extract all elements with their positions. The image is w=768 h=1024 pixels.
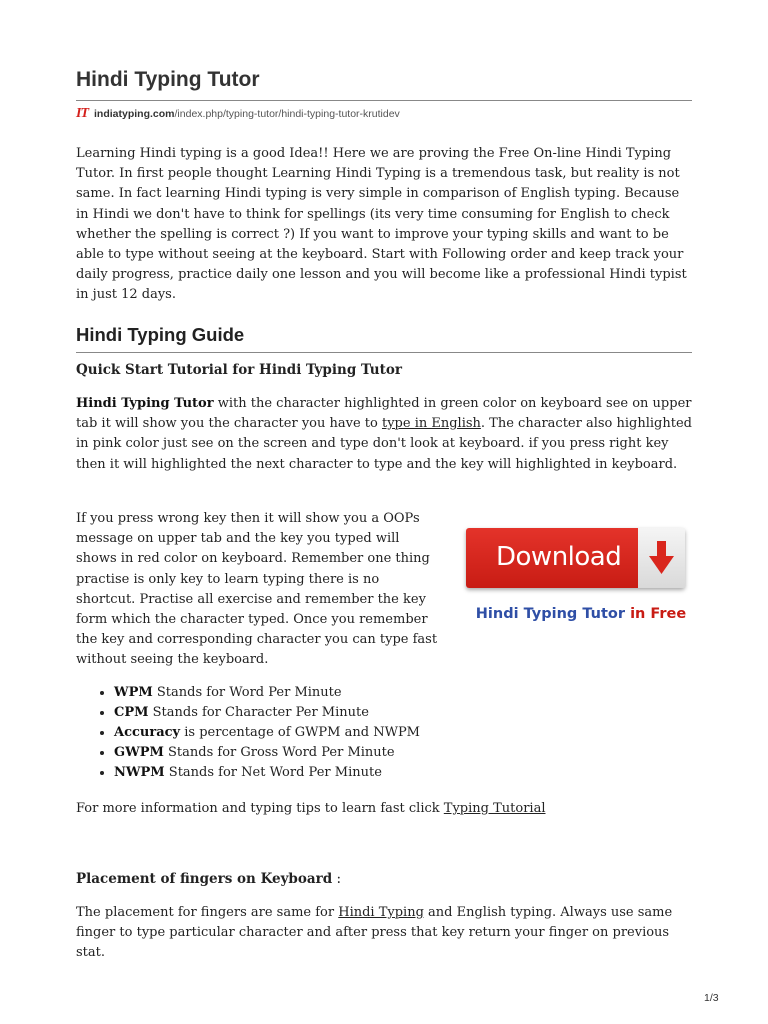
list-item bbox=[114, 683, 420, 703]
source-domain[interactable]: indiatyping.com bbox=[94, 108, 175, 120]
tutor-paragraph bbox=[76, 394, 692, 475]
list-item-text: Stands for Word Per Minute bbox=[152, 685, 342, 700]
guide-heading: Hindi Typing Guide bbox=[76, 324, 245, 345]
intro-paragraph: Learning Hindi typing is a good Idea!! Here we are proving the Free On-line Hindi Typing Tutor. In first people thought Learning Hindi Typing is a tremendous task, but reality is not same. In fact learning Hindi typing is very simple in comparison of English typing. Because in Hindi we don't have to think for spellings (its very time consuming for English to check whether the spelling is correct ?) If you want to improve your typing skills and want to be able to type without seeing at the keyboard. Start with Following order and keep track your daily progress, practice daily one lesson and you will become like a professional Hindi typist in just 12 days. bbox=[76, 146, 687, 303]
download-caption-accent: in Free bbox=[625, 606, 687, 622]
source-url[interactable] bbox=[76, 106, 400, 122]
page-title: Hindi Typing Tutor bbox=[76, 68, 260, 91]
hindi-typing-link[interactable]: Hindi Typing bbox=[338, 905, 424, 920]
tutor-text-1: with the character highlighted in green color on keyboard see on upper tab it will show you the character you have to bbox=[76, 396, 692, 432]
list-item-text: Stands for Net Word Per Minute bbox=[164, 765, 382, 780]
list-item-text: Stands for Gross Word Per Minute bbox=[163, 745, 395, 760]
placement-paragraph bbox=[76, 903, 692, 964]
more-info-paragraph bbox=[76, 799, 692, 819]
tutor-bold-term: Hindi Typing Tutor bbox=[76, 396, 214, 411]
placement-heading-suffix: : bbox=[332, 871, 342, 887]
tutor-text-2: . The character also highlighted in pink color just see on the screen and type don't look at keyboard. if you press right key then it will highlighted the next character to type and the key will highlighted in keyboard. bbox=[76, 416, 692, 472]
list-item-text: Stands for Character Per Minute bbox=[148, 705, 369, 720]
site-logo-icon: IT bbox=[76, 106, 88, 121]
list-item-term: Accuracy bbox=[114, 725, 181, 740]
list-item bbox=[114, 763, 420, 783]
page-number: 1/3 bbox=[704, 992, 719, 1004]
download-button[interactable] bbox=[466, 528, 685, 588]
download-button-label: Download bbox=[496, 542, 622, 572]
list-item-term: NWPM bbox=[114, 765, 165, 780]
placement-text-2: and English typing. Always use same finger to type particular character and after press that key return your finger on previous stat. bbox=[76, 905, 673, 961]
quick-start-heading: Quick Start Tutorial for Hindi Typing Tutor bbox=[76, 362, 402, 378]
placement-heading bbox=[76, 869, 341, 889]
download-caption-main: Hindi Typing Tutor bbox=[475, 606, 626, 622]
list-item-text: is percentage of GWPM and NWPM bbox=[180, 725, 420, 740]
typing-tutorial-link[interactable]: Typing Tutorial bbox=[443, 801, 546, 816]
list-item-term: CPM bbox=[114, 705, 149, 720]
placement-text-1: The placement for fingers are same for bbox=[76, 905, 339, 920]
type-in-english-link[interactable]: type in English bbox=[381, 416, 481, 432]
more-info-text: For more information and typing tips to learn fast click bbox=[76, 801, 444, 816]
source-path[interactable]: /index.php/typing-tutor/hindi-typing-tutor-krutidev bbox=[174, 108, 400, 120]
guide-divider bbox=[76, 352, 692, 353]
title-divider bbox=[76, 100, 692, 101]
list-item bbox=[114, 743, 420, 763]
placement-heading-text: Placement of fingers on Keyboard bbox=[76, 871, 333, 887]
list-item bbox=[114, 703, 420, 723]
list-item bbox=[114, 723, 420, 743]
wrong-key-paragraph: If you press wrong key then it will show you a OOPs message on upper tab and the key you typed will shows in red color on keyboard. Remember one thing practise is only key to learn typing there is no shortcut. Practise all exercise and remember the key form which the character typed. Once you remember the key and corresponding character you can type fast without seeing the keyboard. bbox=[76, 511, 438, 668]
list-item-term: WPM bbox=[114, 685, 153, 700]
download-promo[interactable] bbox=[466, 528, 696, 632]
download-caption bbox=[466, 606, 696, 622]
metrics-list bbox=[76, 683, 420, 783]
down-arrow-icon bbox=[649, 541, 674, 574]
download-arrow-tab bbox=[638, 528, 685, 588]
list-item-term: GWPM bbox=[114, 745, 164, 760]
